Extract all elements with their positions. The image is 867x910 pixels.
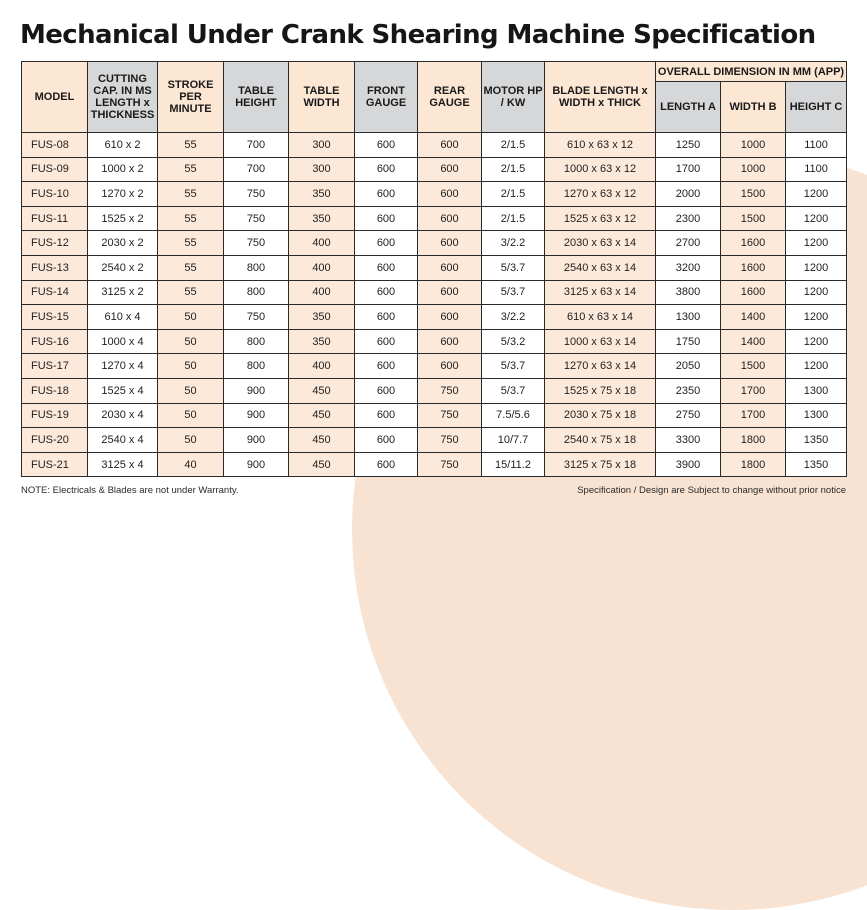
cell-table-height: 800: [224, 280, 289, 305]
table-row: [22, 182, 847, 207]
cell-length: 2350: [656, 378, 721, 403]
cell-blade: 610 x 63 x 14: [545, 305, 656, 330]
cell-length: 2050: [656, 354, 721, 379]
cell-model: FUS-10: [22, 182, 88, 207]
cell-table-width: 450: [289, 378, 355, 403]
cell-cutting-capacity: 1270 x 4: [88, 354, 158, 379]
cell-length: 2750: [656, 403, 721, 428]
cell-table-width: 400: [289, 280, 355, 305]
cell-rear-gauge: 600: [418, 329, 482, 354]
cell-table-height: 800: [224, 255, 289, 280]
cell-front-gauge: 600: [355, 182, 418, 207]
cell-length: 3200: [656, 255, 721, 280]
cell-cutting-capacity: 2030 x 2: [88, 231, 158, 256]
cell-length: 1300: [656, 305, 721, 330]
cell-table-width: 300: [289, 133, 355, 158]
cell-stroke: 55: [158, 206, 224, 231]
cell-blade: 1000 x 63 x 12: [545, 157, 656, 182]
specification-table: [21, 61, 847, 477]
cell-cutting-capacity: 610 x 4: [88, 305, 158, 330]
header-cutting-capacity: CUTTING CAP. IN MS LENGTH x THICKNESS: [88, 62, 158, 133]
cell-height: 1300: [786, 403, 847, 428]
cell-front-gauge: 600: [355, 305, 418, 330]
cell-width: 1500: [721, 182, 786, 207]
cell-model: FUS-14: [22, 280, 88, 305]
cell-blade: 1270 x 63 x 12: [545, 182, 656, 207]
cell-height: 1300: [786, 378, 847, 403]
table-row: [22, 403, 847, 428]
cell-height: 1200: [786, 231, 847, 256]
cell-table-height: 750: [224, 305, 289, 330]
cell-table-width: 350: [289, 206, 355, 231]
cell-model: FUS-16: [22, 329, 88, 354]
cell-table-height: 750: [224, 206, 289, 231]
cell-width: 1600: [721, 280, 786, 305]
header-front-gauge: FRONT GAUGE: [355, 62, 418, 133]
cell-blade: 610 x 63 x 12: [545, 133, 656, 158]
cell-width: 1400: [721, 329, 786, 354]
cell-width: 1600: [721, 231, 786, 256]
cell-blade: 1270 x 63 x 14: [545, 354, 656, 379]
cell-height: 1200: [786, 182, 847, 207]
cell-width: 1800: [721, 428, 786, 453]
cell-motor: 5/3.7: [482, 354, 545, 379]
cell-table-height: 900: [224, 403, 289, 428]
table-row: [22, 378, 847, 403]
table-row: [22, 133, 847, 158]
cell-motor: 2/1.5: [482, 157, 545, 182]
cell-table-width: 300: [289, 157, 355, 182]
cell-front-gauge: 600: [355, 378, 418, 403]
cell-height: 1350: [786, 452, 847, 477]
cell-front-gauge: 600: [355, 255, 418, 280]
cell-cutting-capacity: 610 x 2: [88, 133, 158, 158]
table-row: [22, 255, 847, 280]
cell-stroke: 55: [158, 255, 224, 280]
cell-length: 1700: [656, 157, 721, 182]
cell-model: FUS-13: [22, 255, 88, 280]
cell-table-width: 450: [289, 452, 355, 477]
cell-model: FUS-17: [22, 354, 88, 379]
cell-cutting-capacity: 3125 x 2: [88, 280, 158, 305]
cell-cutting-capacity: 1000 x 4: [88, 329, 158, 354]
cell-front-gauge: 600: [355, 428, 418, 453]
cell-table-height: 800: [224, 329, 289, 354]
cell-blade: 2030 x 63 x 14: [545, 231, 656, 256]
cell-width: 1700: [721, 378, 786, 403]
cell-motor: 3/2.2: [482, 231, 545, 256]
cell-stroke: 50: [158, 354, 224, 379]
cell-width: 1600: [721, 255, 786, 280]
cell-width: 1500: [721, 206, 786, 231]
cell-stroke: 55: [158, 182, 224, 207]
cell-length: 2000: [656, 182, 721, 207]
disclaimer-note: Specification / Design are Subject to change without prior notice: [577, 485, 846, 496]
cell-stroke: 50: [158, 305, 224, 330]
cell-front-gauge: 600: [355, 133, 418, 158]
cell-motor: 2/1.5: [482, 206, 545, 231]
cell-motor: 5/3.7: [482, 280, 545, 305]
cell-width: 1800: [721, 452, 786, 477]
cell-stroke: 55: [158, 133, 224, 158]
cell-table-height: 700: [224, 157, 289, 182]
cell-width: 1400: [721, 305, 786, 330]
cell-front-gauge: 600: [355, 206, 418, 231]
cell-rear-gauge: 600: [418, 255, 482, 280]
cell-length: 2700: [656, 231, 721, 256]
cell-rear-gauge: 600: [418, 157, 482, 182]
cell-table-width: 450: [289, 403, 355, 428]
cell-model: FUS-12: [22, 231, 88, 256]
cell-length: 3300: [656, 428, 721, 453]
cell-length: 3800: [656, 280, 721, 305]
cell-front-gauge: 600: [355, 452, 418, 477]
cell-height: 1200: [786, 255, 847, 280]
cell-stroke: 55: [158, 280, 224, 305]
cell-model: FUS-08: [22, 133, 88, 158]
cell-table-width: 350: [289, 329, 355, 354]
cell-blade: 2540 x 63 x 14: [545, 255, 656, 280]
cell-cutting-capacity: 2540 x 2: [88, 255, 158, 280]
cell-stroke: 40: [158, 452, 224, 477]
cell-table-height: 700: [224, 133, 289, 158]
table-row: [22, 354, 847, 379]
cell-blade: 3125 x 75 x 18: [545, 452, 656, 477]
cell-model: FUS-11: [22, 206, 88, 231]
header-rear-gauge: REAR GAUGE: [418, 62, 482, 133]
header-model: MODEL: [22, 62, 88, 133]
cell-motor: 5/3.7: [482, 255, 545, 280]
cell-motor: 3/2.2: [482, 305, 545, 330]
cell-model: FUS-19: [22, 403, 88, 428]
cell-rear-gauge: 600: [418, 231, 482, 256]
cell-rear-gauge: 600: [418, 305, 482, 330]
table-row: [22, 280, 847, 305]
cell-motor: 5/3.2: [482, 329, 545, 354]
cell-height: 1200: [786, 305, 847, 330]
cell-stroke: 50: [158, 329, 224, 354]
header-stroke: STROKE PER MINUTE: [158, 62, 224, 133]
cell-length: 2300: [656, 206, 721, 231]
cell-rear-gauge: 750: [418, 452, 482, 477]
cell-model: FUS-09: [22, 157, 88, 182]
cell-table-width: 350: [289, 182, 355, 207]
cell-rear-gauge: 750: [418, 378, 482, 403]
cell-model: FUS-18: [22, 378, 88, 403]
cell-cutting-capacity: 1525 x 4: [88, 378, 158, 403]
cell-stroke: 50: [158, 378, 224, 403]
cell-table-height: 900: [224, 452, 289, 477]
cell-length: 3900: [656, 452, 721, 477]
cell-model: FUS-15: [22, 305, 88, 330]
cell-blade: 2030 x 75 x 18: [545, 403, 656, 428]
header-blade: BLADE LENGTH x WIDTH x THICK: [545, 62, 656, 133]
cell-width: 1700: [721, 403, 786, 428]
cell-cutting-capacity: 1525 x 2: [88, 206, 158, 231]
cell-height: 1200: [786, 206, 847, 231]
cell-rear-gauge: 750: [418, 403, 482, 428]
cell-length: 1750: [656, 329, 721, 354]
header-length: LENGTH A: [656, 82, 721, 133]
cell-height: 1100: [786, 133, 847, 158]
cell-cutting-capacity: 1000 x 2: [88, 157, 158, 182]
header-height: HEIGHT C: [786, 82, 847, 133]
cell-rear-gauge: 750: [418, 428, 482, 453]
cell-cutting-capacity: 2030 x 4: [88, 403, 158, 428]
cell-stroke: 55: [158, 231, 224, 256]
cell-front-gauge: 600: [355, 329, 418, 354]
cell-table-width: 350: [289, 305, 355, 330]
cell-table-width: 400: [289, 255, 355, 280]
cell-motor: 2/1.5: [482, 133, 545, 158]
cell-rear-gauge: 600: [418, 354, 482, 379]
table-row: [22, 231, 847, 256]
cell-width: 1000: [721, 133, 786, 158]
cell-front-gauge: 600: [355, 231, 418, 256]
cell-length: 1250: [656, 133, 721, 158]
cell-height: 1200: [786, 280, 847, 305]
cell-rear-gauge: 600: [418, 280, 482, 305]
table-row: [22, 428, 847, 453]
cell-table-width: 450: [289, 428, 355, 453]
cell-height: 1200: [786, 329, 847, 354]
cell-height: 1350: [786, 428, 847, 453]
cell-front-gauge: 600: [355, 157, 418, 182]
table-row: [22, 157, 847, 182]
cell-front-gauge: 600: [355, 354, 418, 379]
header-motor: MOTOR HP / KW: [482, 62, 545, 133]
cell-table-width: 400: [289, 231, 355, 256]
cell-rear-gauge: 600: [418, 133, 482, 158]
cell-height: 1200: [786, 354, 847, 379]
cell-blade: 2540 x 75 x 18: [545, 428, 656, 453]
cell-model: FUS-21: [22, 452, 88, 477]
cell-table-height: 750: [224, 182, 289, 207]
cell-front-gauge: 600: [355, 403, 418, 428]
header-width: WIDTH B: [721, 82, 786, 133]
cell-table-height: 900: [224, 378, 289, 403]
header-table-width: TABLE WIDTH: [289, 62, 355, 133]
table-row: [22, 329, 847, 354]
cell-width: 1500: [721, 354, 786, 379]
cell-table-height: 900: [224, 428, 289, 453]
warranty-note: NOTE: Electricals & Blades are not under Warranty.: [21, 485, 239, 496]
table-row: [22, 206, 847, 231]
cell-cutting-capacity: 2540 x 4: [88, 428, 158, 453]
cell-stroke: 50: [158, 403, 224, 428]
table-body: [22, 133, 847, 477]
cell-cutting-capacity: 1270 x 2: [88, 182, 158, 207]
cell-table-height: 750: [224, 231, 289, 256]
cell-stroke: 55: [158, 157, 224, 182]
cell-front-gauge: 600: [355, 280, 418, 305]
cell-model: FUS-20: [22, 428, 88, 453]
header-row: [22, 62, 847, 82]
cell-rear-gauge: 600: [418, 182, 482, 207]
header-overall-dimension: OVERALL DIMENSION IN MM (APP): [656, 62, 847, 82]
cell-height: 1100: [786, 157, 847, 182]
cell-motor: 2/1.5: [482, 182, 545, 207]
cell-motor: 5/3.7: [482, 378, 545, 403]
cell-blade: 3125 x 63 x 14: [545, 280, 656, 305]
page-title: Mechanical Under Crank Shearing Machine Specification: [20, 20, 816, 50]
cell-stroke: 50: [158, 428, 224, 453]
cell-cutting-capacity: 3125 x 4: [88, 452, 158, 477]
cell-blade: 1525 x 63 x 12: [545, 206, 656, 231]
cell-motor: 10/7.7: [482, 428, 545, 453]
cell-motor: 7.5/5.6: [482, 403, 545, 428]
table-row: [22, 452, 847, 477]
cell-table-width: 400: [289, 354, 355, 379]
cell-blade: 1525 x 75 x 18: [545, 378, 656, 403]
cell-table-height: 800: [224, 354, 289, 379]
table-row: [22, 305, 847, 330]
cell-rear-gauge: 600: [418, 206, 482, 231]
cell-motor: 15/11.2: [482, 452, 545, 477]
header-table-height: TABLE HEIGHT: [224, 62, 289, 133]
cell-width: 1000: [721, 157, 786, 182]
cell-blade: 1000 x 63 x 14: [545, 329, 656, 354]
